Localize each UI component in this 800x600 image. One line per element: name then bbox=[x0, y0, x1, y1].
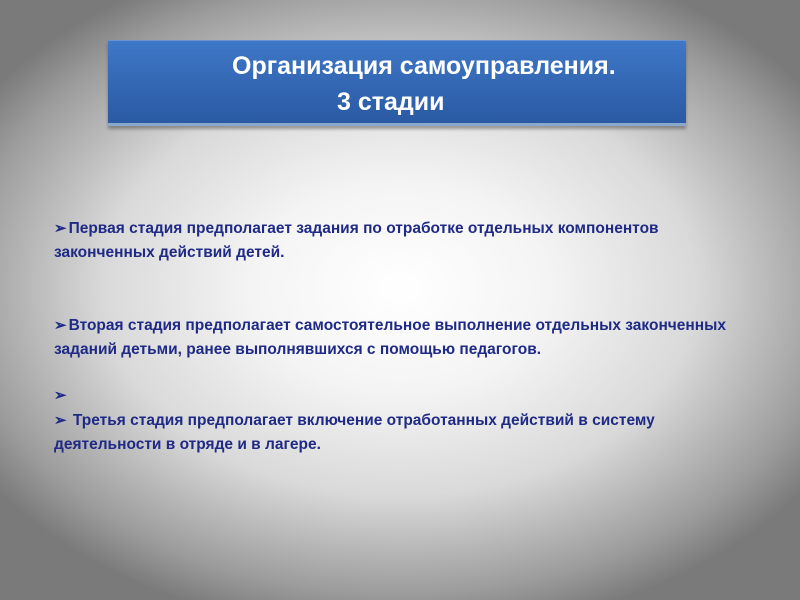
arrow-bullet-icon: ➢ bbox=[54, 412, 67, 429]
bullet-item-empty bbox=[54, 384, 734, 408]
slide-subtitle: 3 стадии bbox=[337, 88, 445, 116]
bullet-item-third-stage bbox=[54, 409, 734, 457]
bullet-text: Третья стадия предполагает включение отработанных действий в систему деятельности в отряде и в лагере. bbox=[54, 412, 655, 453]
arrow-bullet-icon: ➢ bbox=[54, 387, 67, 404]
bullet-text: Первая стадия предполагает задания по отработке отдельных компонентов законченных действий детей. bbox=[54, 220, 659, 261]
arrow-bullet-icon: ➢ bbox=[54, 220, 67, 237]
slide-title: Организация самоуправления. bbox=[232, 52, 616, 80]
title-box bbox=[108, 40, 686, 126]
bullet-item-second-stage bbox=[54, 314, 734, 362]
bullet-text: Вторая стадия предполагает самостоятельное выполнение отдельных законченных заданий детьми, ранее выполнявшихся с помощью педагогов. bbox=[54, 317, 727, 358]
arrow-bullet-icon: ➢ bbox=[54, 317, 67, 334]
bullet-item-first-stage bbox=[54, 217, 734, 265]
